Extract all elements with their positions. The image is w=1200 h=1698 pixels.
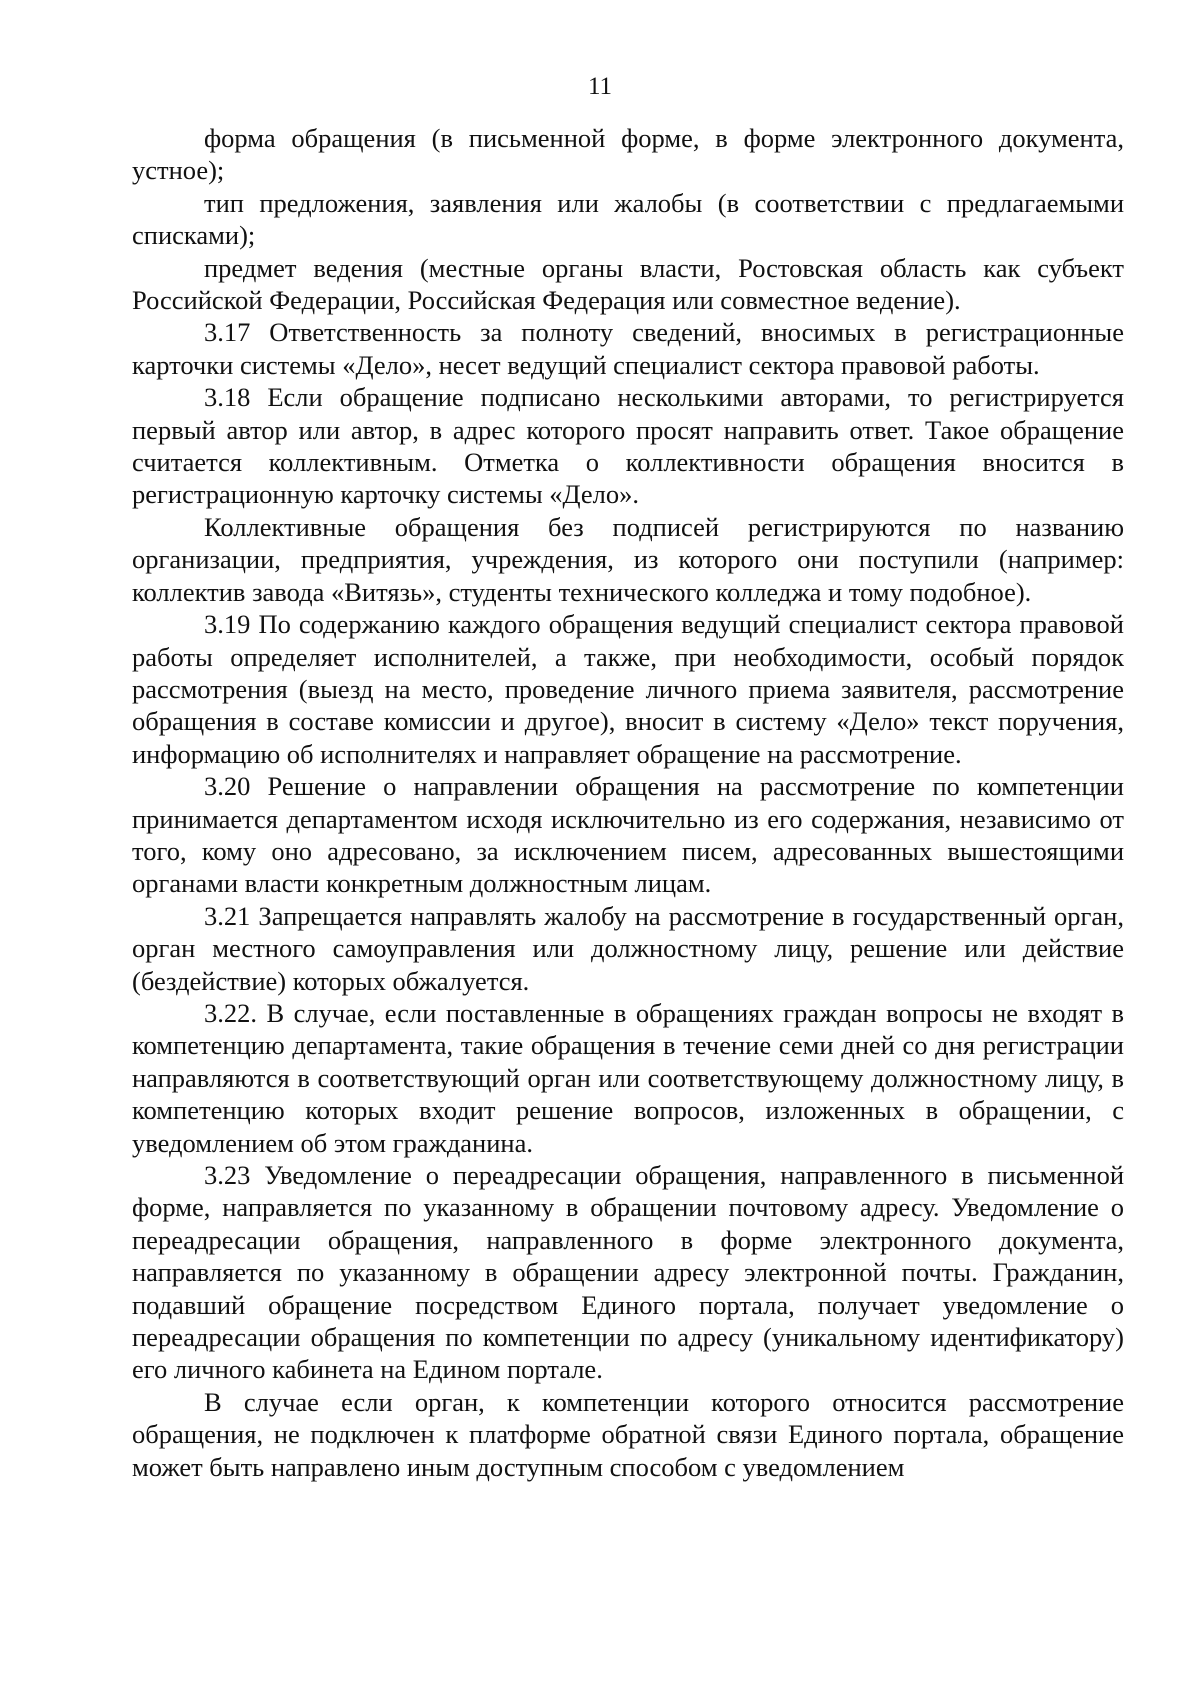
paragraph-3-22: 3.22. В случае, если поставленные в обращениях граждан вопросы не входят в компетенцию департамента, такие обращения в течение семи дней со дня регистрации направляются в соответствующий орган или соответствующему должностному лицу, в компетенцию которых входит решение вопросов, изложенных в обращении, с уведомлением об этом гражданина. bbox=[132, 997, 1124, 1158]
paragraph-collective-appeals: Коллективные обращения без подписей регистрируются по названию организации, предприятия, учреждения, из которого они поступили (например: коллектив завода «Витязь», студенты технического колледжа и тому подобное). bbox=[132, 511, 1124, 607]
body-text bbox=[132, 122, 1124, 1483]
paragraph-not-connected-platform: В случае если орган, к компетенции которого относится рассмотрение обращения, не подключен к платформе обратной связи Единого портала, обращение может быть направлено иным доступным способом с уведомлением bbox=[132, 1386, 1124, 1482]
paragraph-form-of-appeal: форма обращения (в письменной форме, в форме электронного документа, устное); bbox=[132, 123, 1124, 186]
paragraph-3-18: 3.18 Если обращение подписано несколькими авторами, то регистрируется первый автор или автор, в адрес которого просят направить ответ. Такое обращение считается коллективным. Отметка о коллективности обращения вносится в регистрационную карточку системы «Дело». bbox=[132, 382, 1124, 510]
paragraph-3-19: 3.19 По содержанию каждого обращения ведущий специалист сектора правовой работы определяет исполнителей, а также, при необходимости, особый порядок рассмотрения (выезд на место, проведение личного приема заявителя, рассмотрение обращения в составе комиссии и другое), вносит в систему «Дело» текст поручения, информацию об исполнителях и направляет обращение на рассмотрение. bbox=[132, 609, 1124, 769]
paragraph-3-21: 3.21 Запрещается направлять жалобу на рассмотрение в государственный орган, орган местного самоуправления или должностному лицу, решение или действие (бездействие) которых обжалуется. bbox=[132, 900, 1124, 996]
page-number: 11 bbox=[587, 73, 613, 100]
paragraph-3-20: 3.20 Решение о направлении обращения на рассмотрение по компетенции принимается департаментом исходя исключительно из его содержания, независимо от того, кому оно адресовано, за исключением писем, адресованных вышестоящими органами власти конкретным должностным лицам. bbox=[132, 771, 1124, 899]
paragraph-type-of-proposal: тип предложения, заявления или жалобы (в соответствии с предлагаемыми списками); bbox=[132, 187, 1124, 251]
paragraph-subject-of-jurisdiction: предмет ведения (местные органы власти, Ростовская область как субъект Российской Федерации, Российская Федерация или совместное ведение). bbox=[132, 252, 1124, 316]
paragraph-3-17: 3.17 Ответственность за полноту сведений, вносимых в регистрационные карточки системы «Дело», несет ведущий специалист сектора правовой работы. bbox=[132, 317, 1124, 380]
paragraph-3-23: 3.23 Уведомление о переадресации обращения, направленного в письменной форме, направляется по указанному в обращении почтовому адресу. Уведомление о переадресации обращения, направленного в форме электронного документа, направляется по указанному в обращении адресу электронной почты. Гражданин, подавший обращение посредством Единого портала, получает уведомление о переадресации обращения по компетенции по адресу (уникальному идентификатору) его личного кабинета на Едином портале. bbox=[132, 1160, 1124, 1385]
